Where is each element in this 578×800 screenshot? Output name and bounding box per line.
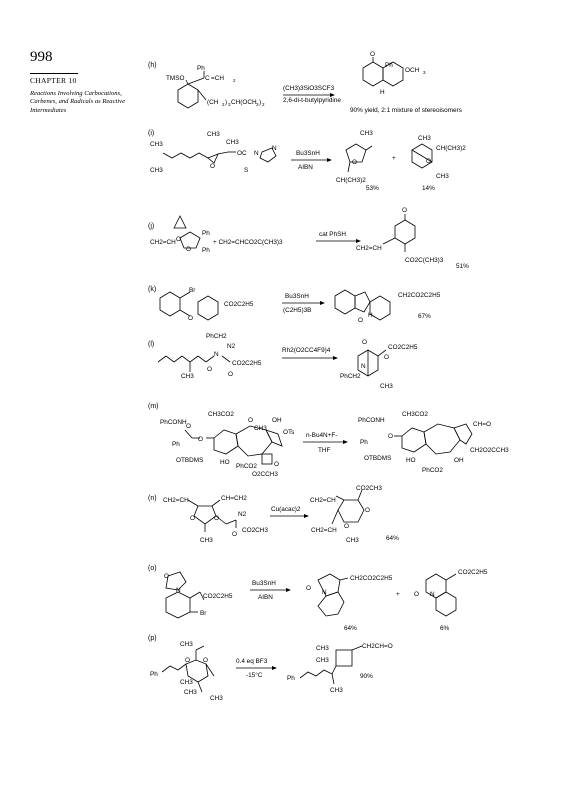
- svg-text:CH(OCH: CH(OCH: [231, 99, 257, 106]
- reactant-structure: [160, 287, 254, 322]
- svg-text:N2: N2: [227, 343, 236, 350]
- product-structure: [310, 485, 382, 544]
- svg-text:CH3: CH3: [200, 537, 213, 544]
- svg-text:CH3: CH3: [184, 689, 197, 696]
- svg-text:CH2CH=O: CH2CH=O: [362, 643, 393, 650]
- svg-text:O: O: [185, 657, 190, 664]
- svg-text:S: S: [244, 167, 249, 174]
- svg-text:O: O: [248, 417, 253, 424]
- svg-text:N: N: [214, 351, 219, 358]
- svg-text:O: O: [188, 315, 193, 322]
- svg-text:Cu(acac)2: Cu(acac)2: [271, 506, 301, 513]
- svg-text:CH2CO2C2H5: CH2CO2C2H5: [350, 575, 393, 582]
- svg-text:CH3: CH3: [418, 135, 431, 142]
- svg-text:O2CCH3: O2CCH3: [252, 471, 278, 478]
- svg-text:CH3: CH3: [150, 167, 163, 174]
- svg-text:CH3: CH3: [210, 695, 223, 702]
- svg-text:CH3: CH3: [180, 641, 193, 648]
- yield-note: 90% yield, 2:1 mixture of stereoisomers: [350, 107, 462, 114]
- reaction-n: [148, 485, 399, 544]
- svg-text:CH3: CH3: [346, 537, 359, 544]
- chapter-heading: CHAPTER 10: [30, 76, 77, 85]
- svg-text:CH3: CH3: [226, 139, 239, 146]
- svg-text:2: 2: [222, 102, 225, 107]
- svg-text:O: O: [358, 317, 363, 324]
- reactant-structure: [160, 411, 294, 478]
- svg-text:3: 3: [228, 102, 231, 107]
- svg-text:CH3: CH3: [207, 131, 220, 138]
- svg-text:AIBN: AIBN: [298, 164, 313, 171]
- reaction-o: [148, 565, 488, 632]
- svg-text:OTBDMS: OTBDMS: [364, 455, 392, 462]
- svg-text:CH3: CH3: [181, 373, 194, 380]
- reaction-l: [148, 333, 418, 390]
- reaction-label: (h): [148, 62, 157, 69]
- svg-text:+ CH2=CHCO2C(CH3)3: + CH2=CHCO2C(CH3)3: [213, 239, 283, 246]
- svg-text:CH=O: CH=O: [473, 421, 491, 428]
- svg-text:Ph: Ph: [287, 675, 295, 682]
- svg-text:CH3: CH3: [316, 645, 329, 652]
- svg-text:(C2H5)3B: (C2H5)3B: [283, 307, 312, 314]
- svg-text:O: O: [210, 163, 215, 170]
- svg-text:N: N: [322, 589, 327, 596]
- yield-note: 64%: [344, 625, 357, 632]
- reaction-h: [148, 51, 462, 114]
- reactant-structure: [150, 216, 283, 254]
- yield-note: 90%: [360, 673, 373, 680]
- svg-text:-15°C: -15°C: [246, 672, 263, 679]
- svg-text:Ph: Ph: [202, 230, 210, 237]
- reaction-label: (k): [148, 286, 157, 293]
- product-structure: [340, 339, 418, 390]
- svg-text:CH3CO2: CH3CO2: [402, 411, 428, 418]
- reaction-label: (o): [148, 565, 157, 572]
- svg-text:CH2CO2C2H5: CH2CO2C2H5: [398, 292, 441, 299]
- svg-text:PhCO2: PhCO2: [236, 463, 257, 470]
- svg-text:N: N: [430, 591, 435, 598]
- svg-text:Bu3SnH: Bu3SnH: [252, 580, 276, 587]
- svg-text:O: O: [214, 515, 219, 522]
- yield-note: 64%: [386, 535, 399, 542]
- yield-note: 67%: [418, 313, 431, 320]
- svg-text:CO2C2H5: CO2C2H5: [458, 569, 488, 576]
- svg-text:CH3: CH3: [254, 425, 267, 432]
- atom-label: TMSO: [166, 75, 185, 82]
- svg-text:THF: THF: [318, 447, 331, 454]
- svg-text:2: 2: [262, 102, 265, 107]
- svg-text:(CH: (CH: [207, 99, 219, 106]
- svg-text:Ph: Ph: [202, 247, 210, 254]
- svg-text:O: O: [344, 523, 349, 530]
- svg-text:CO2C(CH3)3: CO2C(CH3)3: [405, 257, 444, 264]
- svg-text:O: O: [362, 339, 367, 346]
- svg-text:Ph: Ph: [172, 441, 180, 448]
- yield-note: 14%: [422, 185, 435, 192]
- svg-text:2: 2: [233, 78, 236, 83]
- svg-text:Bu3SnH: Bu3SnH: [296, 150, 320, 157]
- reaction-label: (n): [148, 495, 157, 502]
- atom-label: C: [205, 75, 210, 82]
- svg-text:Br: Br: [189, 287, 196, 294]
- product-structure: [358, 411, 509, 474]
- svg-text:Ph: Ph: [150, 671, 158, 678]
- svg-text:O: O: [414, 591, 419, 598]
- svg-text:N: N: [176, 587, 181, 594]
- svg-text:CH=CH2: CH=CH2: [221, 495, 247, 502]
- svg-text:Ph: Ph: [360, 439, 368, 446]
- reactant-structure: [163, 495, 268, 544]
- svg-text:O: O: [274, 461, 279, 468]
- svg-text:OC: OC: [237, 150, 247, 157]
- product-structure: [414, 569, 488, 632]
- reaction-p: [148, 635, 393, 702]
- svg-text:CO2C2H5: CO2C2H5: [388, 344, 418, 351]
- svg-text:CH2=CH: CH2=CH: [311, 527, 337, 534]
- svg-text:OH: OH: [272, 417, 282, 424]
- reaction-label: (p): [148, 635, 157, 642]
- reaction-label: (i): [148, 130, 155, 137]
- svg-text:O: O: [306, 585, 311, 592]
- svg-text:N2: N2: [238, 511, 247, 518]
- svg-text:O: O: [232, 531, 237, 538]
- svg-text:Bu3SnH: Bu3SnH: [285, 293, 309, 300]
- svg-text:AIBN: AIBN: [258, 594, 273, 601]
- reaction-label: (j): [148, 223, 155, 230]
- reagent-label: (CH3)3SiO3SCF3: [283, 85, 335, 92]
- svg-text:CH3: CH3: [180, 679, 193, 686]
- reactant-structure: [164, 572, 233, 618]
- svg-text:CH(CH3)2: CH(CH3)2: [336, 177, 366, 184]
- reaction-m: [148, 403, 509, 478]
- svg-text:O: O: [384, 354, 389, 361]
- svg-text:CH3: CH3: [150, 141, 163, 148]
- svg-text:CH(CH3)2: CH(CH3)2: [436, 145, 466, 152]
- svg-text:PhCH2: PhCH2: [206, 333, 227, 340]
- svg-text:CH3: CH3: [316, 657, 329, 664]
- svg-text:O: O: [388, 433, 393, 440]
- svg-text:+: +: [396, 591, 400, 598]
- svg-text:O: O: [203, 657, 208, 664]
- atom-label: Ph: [385, 62, 393, 69]
- svg-text:O: O: [228, 371, 233, 378]
- reagent-label: 2,6-di-t-butylpyridine: [283, 97, 341, 104]
- chapter-subtitle: Reactions Involving Carbocations, Carbenes, and Radicals as Reactive Intermediates: [30, 90, 126, 114]
- svg-text:CH2=CH: CH2=CH: [356, 245, 382, 252]
- svg-text:OH: OH: [454, 457, 464, 464]
- atom-label: =CH: [211, 75, 224, 82]
- svg-text:O: O: [186, 246, 191, 253]
- svg-text:OTBDMS: OTBDMS: [176, 457, 204, 464]
- page-number: 998: [30, 49, 53, 65]
- svg-text:PhCH2: PhCH2: [340, 373, 361, 380]
- svg-text:Br: Br: [200, 610, 207, 617]
- svg-text:n-Bu4N+F-: n-Bu4N+F-: [306, 432, 338, 439]
- reactant-structure: [158, 333, 262, 380]
- svg-text:HO: HO: [406, 457, 416, 464]
- svg-text:O: O: [207, 366, 212, 373]
- product-structure: [287, 643, 393, 694]
- reactant-structure: [150, 641, 223, 702]
- svg-text:N: N: [361, 363, 366, 370]
- svg-text:CO2CH3: CO2CH3: [242, 527, 268, 534]
- svg-text:HO: HO: [220, 459, 230, 466]
- svg-text:CH3CO2: CH3CO2: [208, 411, 234, 418]
- yield-note: 6%: [440, 625, 450, 632]
- atom-label: O: [370, 51, 375, 58]
- svg-text:Rh2(O2CC4F9)4: Rh2(O2CC4F9)4: [282, 347, 331, 354]
- svg-text:N: N: [254, 150, 259, 157]
- svg-text:+: +: [392, 155, 396, 162]
- svg-text:CO2C2H5: CO2C2H5: [203, 593, 233, 600]
- svg-text:CH2O2CCH3: CH2O2CCH3: [470, 447, 509, 454]
- svg-text:O: O: [352, 159, 357, 166]
- svg-text:CH2=CH: CH2=CH: [163, 497, 189, 504]
- svg-text:cat PhSH: cat PhSH: [319, 231, 346, 238]
- product-structure: [306, 574, 393, 632]
- reaction-j: [148, 207, 469, 270]
- reaction-k: [148, 286, 441, 324]
- svg-text:H: H: [368, 312, 373, 319]
- reactant-structure: [150, 131, 277, 174]
- svg-text:O: O: [190, 515, 195, 522]
- product-structure: [356, 207, 444, 264]
- reaction-i: [148, 130, 466, 192]
- svg-text:O: O: [365, 507, 370, 514]
- reactant-structure: [166, 65, 265, 108]
- svg-text:CH3: CH3: [360, 130, 373, 137]
- svg-text:CO2C2H5: CO2C2H5: [224, 301, 254, 308]
- reaction-label: (l): [148, 341, 155, 348]
- svg-text:O: O: [198, 436, 203, 443]
- svg-text:PhCONH: PhCONH: [160, 419, 187, 426]
- product-structure: [412, 135, 466, 192]
- svg-text:): ): [259, 99, 262, 106]
- yield-note: 51%: [456, 263, 469, 270]
- svg-text:CH3: CH3: [380, 383, 393, 390]
- product-structure: [336, 130, 379, 192]
- atom-label: Ph: [197, 65, 205, 72]
- atom-label: OCH: [405, 67, 420, 74]
- svg-text:CH2=CH: CH2=CH: [310, 497, 336, 504]
- product-structure: [363, 51, 426, 96]
- svg-text:CO2C2H5: CO2C2H5: [232, 360, 262, 367]
- yield-note: 53%: [366, 185, 379, 192]
- svg-text:0.4 eq BF3: 0.4 eq BF3: [236, 658, 268, 665]
- svg-text:3: 3: [423, 70, 426, 75]
- svg-text:O: O: [402, 207, 407, 214]
- svg-text:O: O: [164, 573, 169, 580]
- svg-text:): ): [225, 99, 228, 106]
- svg-text:OTs: OTs: [283, 429, 295, 436]
- svg-text:CO2CH3: CO2CH3: [356, 485, 382, 492]
- svg-text:O: O: [176, 236, 181, 243]
- svg-text:CH3: CH3: [330, 687, 343, 694]
- svg-text:N: N: [272, 145, 277, 152]
- reaction-label: (m): [148, 403, 159, 410]
- svg-text:O: O: [426, 158, 431, 165]
- svg-text:CH3: CH3: [436, 173, 449, 180]
- atom-label: H: [380, 89, 385, 96]
- svg-text:CH2=CH: CH2=CH: [150, 239, 176, 246]
- svg-text:O: O: [186, 423, 191, 430]
- svg-text:PhCONH: PhCONH: [358, 417, 385, 424]
- svg-text:PhCO2: PhCO2: [422, 467, 443, 474]
- svg-text:3: 3: [256, 102, 259, 107]
